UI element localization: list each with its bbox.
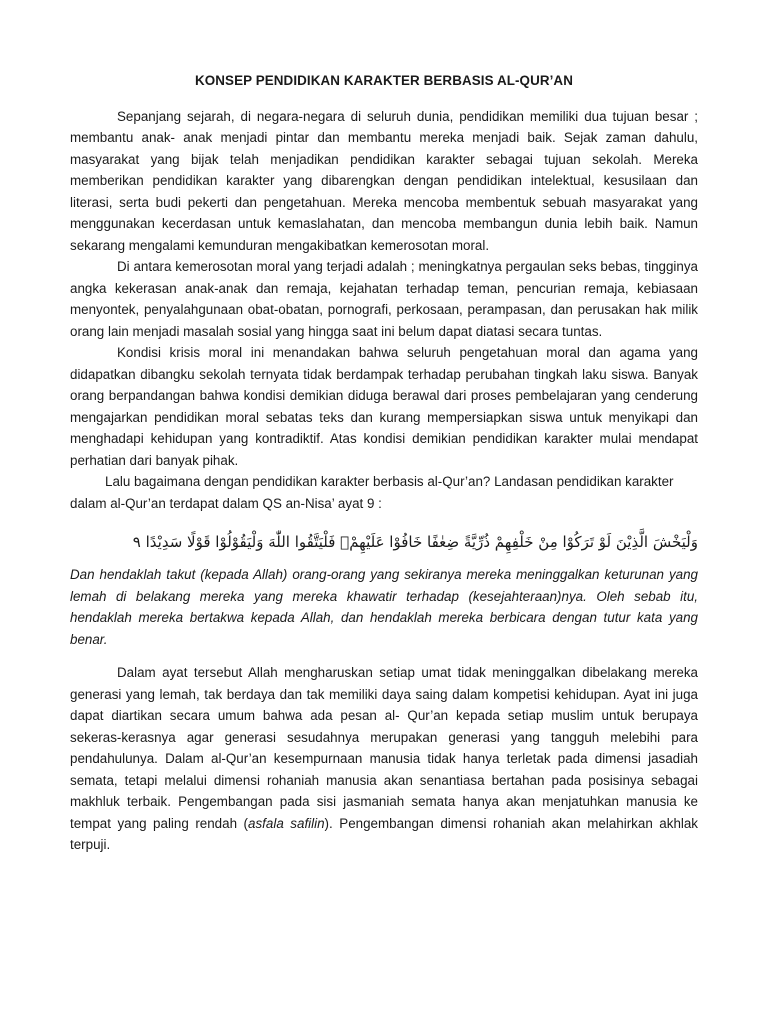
document-page xyxy=(70,70,698,856)
closing-italic-term: asfala safilin xyxy=(248,815,325,831)
paragraph-4: Lalu bagaimana dengan pendidikan karakter berbasis al-Qur’an? Landasan pendidikan karakter dalam al-Qur’an terdapat dalam QS an-Nisa’ ayat 9 : xyxy=(70,474,674,511)
closing-text-part1: Dalam ayat tersebut Allah mengharuskan setiap umat tidak meninggalkan dibelakang mereka generasi yang lemah, tak berdaya dan tak memiliki daya saing dalam kompetisi kehidupan. Ayat ini juga dapat diartikan secara umum bahwa ada pesan al- Qur’an kepada setiap muslim untuk berupaya sekeras-kerasnya agar generasi sesudahnya merupakan generasi yang tangguh melebihi para pendahulunya. Dalam al-Qur’an kesempurnaan manusia tidak hanya terletak pada dimensi jasadiah semata, tetapi melalui dimensi rohaniah manusia akan senantiasa bertahan pada posisinya sebagai makhluk terbaik. Pengembangan pada sisi jasmaniah semata hanya akan menjatuhkan manusia ke tempat yang paling rendah ( xyxy=(70,665,698,831)
spacer xyxy=(70,650,698,662)
verse-translation: Dan hendaklah takut (kepada Allah) orang-orang yang sekiranya mereka meninggalkan keturunan yang lemah di belakang mereka yang mereka khawatir terhadap (kesejahteraan)nya. Oleh sebab itu, hendaklah mereka bertakwa kepada Allah, dan hendaklah mereka berbicara dengan tutur kata yang benar. xyxy=(70,567,698,647)
paragraph-1: Sepanjang sejarah, di negara-negara di seluruh dunia, pendidikan memiliki dua tujuan besar ; membantu anak- anak menjadi pintar dan membantu mereka menjadi baik. Sejak zaman dahulu, masyarakat yang bijak telah menjadikan pendidikan karakter sebagai tujuan sekolah. Mereka memberikan pendidikan karakter yang dibarengkan dengan pendidikan intelektual, kesusilaan dan literasi, serta budi pekerti dan pengetahuan. Mereka mencoba membentuk sebuah masyarakat yang menggunakan kecerdasan untuk kemaslahatan, dan mencoba membangun dunia lebih baik. Namun sekarang mengalami kemunduran mengakibatkan kemerosotan moral. xyxy=(70,108,698,253)
document-title: KONSEP PENDIDIKAN KARAKTER BERBASIS AL-QUR’AN xyxy=(195,73,573,88)
closing-text-part2: ). Pengembangan dimensi rohaniah akan melahirkan akhlak terpuji. xyxy=(70,815,699,852)
paragraph-2: Di antara kemerosotan moral yang terjadi adalah ; meningkatnya pergaulan seks bebas, tingginya angka kekerasan anak-anak dan remaja, kejahatan terhadap teman, pencurian remaja, kebiasaan menyontek, penyalahgunaan obat-obatan, pornografi, perkosaan, perampasan, dan perusakan hak milik orang lain menjadi masalah sosial yang hingga saat ini belum dapat diatasi secara tuntas. xyxy=(70,259,698,339)
arabic-verse: وَلْيَخْشَ الَّذِيْنَ لَوْ تَرَكُوْا مِنْ خَلْفِهِمْ ذُرِّيَّةً ضِعٰفًا خَافُوْا عَلَيْهِمْۖ فَلْيَتَّقُوا اللّٰهَ وَلْيَقُوْلُوْا قَوْلًا سَدِيْدًا ٩ xyxy=(132,533,698,551)
paragraph-3: Kondisi krisis moral ini menandakan bahwa seluruh pengetahuan moral dan agama yang didapatkan dibangku sekolah ternyata tidak berdampak terhadap perubahan tingkah laku siswa. Banyak orang berpandangan bahwa kondisi demikian diduga berawal dari proses pembelajaran yang cenderung mengajarkan pendidikan moral sebatas teks dan kurang mempersiapkan siswa untuk menyikapi dan menghadapi kehidupan yang kontradiktif. Atas kondisi demikian pendidikan karakter mulai mendapat perhatian dari banyak pihak. xyxy=(70,345,698,468)
closing-paragraph xyxy=(70,662,698,856)
